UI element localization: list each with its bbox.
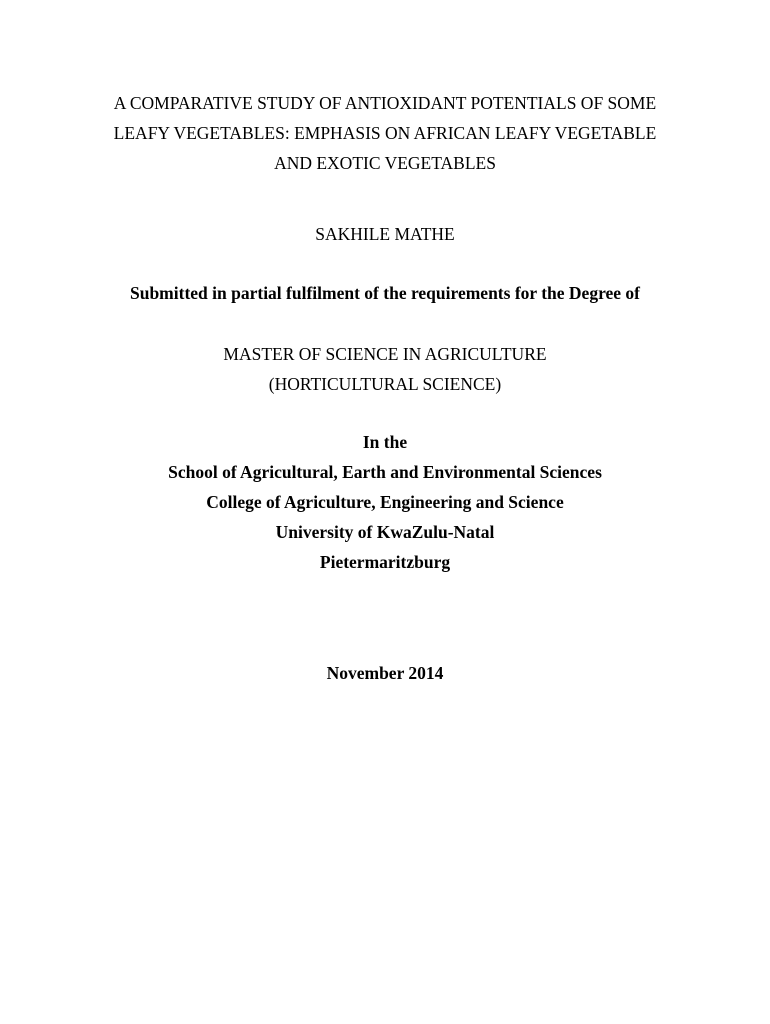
institution-block: [0, 427, 770, 577]
thesis-title-line-3: AND EXOTIC VEGETABLES: [274, 153, 496, 173]
school-name: School of Agricultural, Earth and Environmental Sciences: [168, 462, 602, 482]
author-name: SAKHILE MATHE: [315, 224, 455, 244]
degree-line-2: (HORTICULTURAL SCIENCE): [268, 374, 502, 394]
college-name: College of Agriculture, Engineering and Science: [206, 492, 564, 512]
university-name: University of KwaZulu-Natal: [275, 522, 495, 542]
submission-statement: Submitted in partial fulfilment of the requirements for the Degree of: [129, 283, 641, 303]
degree-line-1: MASTER OF SCIENCE IN AGRICULTURE: [223, 344, 547, 364]
campus-location: Pietermaritzburg: [319, 552, 451, 572]
thesis-title-line-2: LEAFY VEGETABLES: EMPHASIS ON AFRICAN LEAFY VEGETABLE: [113, 123, 657, 143]
submission-date: November 2014: [326, 663, 444, 683]
degree-name: [0, 339, 770, 399]
thesis-title-line-1: A COMPARATIVE STUDY OF ANTIOXIDANT POTENTIALS OF SOME: [113, 93, 657, 113]
thesis-title: [0, 88, 770, 178]
institution-intro: In the: [362, 432, 408, 452]
